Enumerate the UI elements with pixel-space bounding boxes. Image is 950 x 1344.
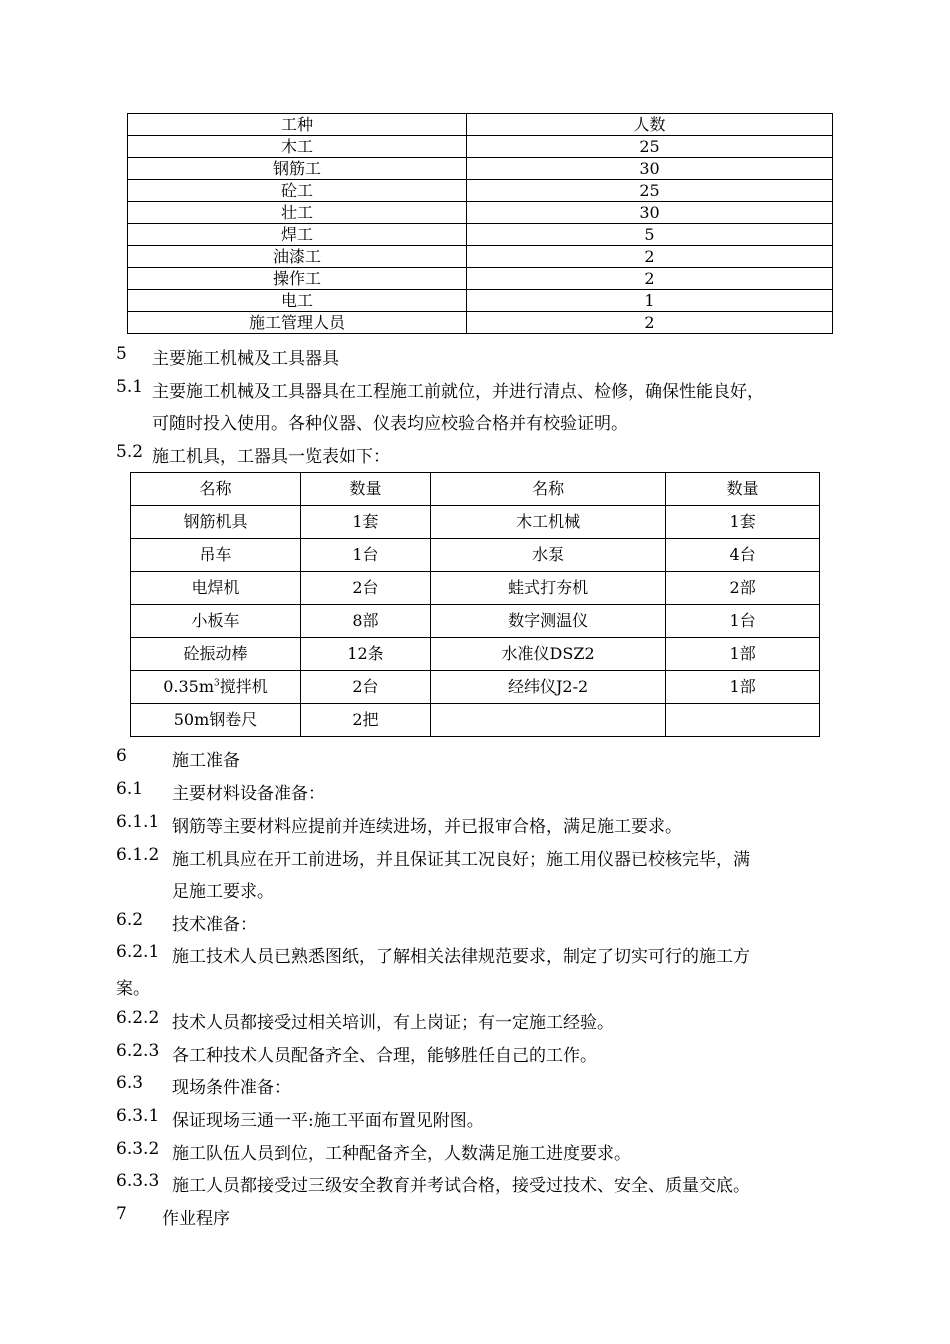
tool-name-cell (131, 671, 301, 704)
worker-count-cell: 30 (467, 158, 833, 180)
section-5-title: 主要施工机械及工具器具 (152, 349, 339, 369)
worker-count-cell: 5 (467, 224, 833, 246)
section-6-2-2-number: 6.2.2 (116, 1008, 160, 1028)
workers-header-cell: 人数 (467, 114, 833, 136)
worker-type-cell: 施工管理人员 (128, 312, 467, 334)
tool-name-cell (430, 704, 665, 737)
workers-row (128, 180, 833, 202)
section-6-1-2-number: 6.1.2 (116, 845, 160, 865)
tools-row (131, 572, 820, 605)
worker-count-cell: 2 (467, 246, 833, 268)
worker-count-cell: 2 (467, 312, 833, 334)
worker-count-cell: 1 (467, 290, 833, 312)
tool-qty-cell (666, 704, 820, 737)
worker-count-cell: 25 (467, 180, 833, 202)
section-6-2-title: 技术准备： (172, 915, 257, 935)
section-6-1-number: 6.1 (116, 779, 144, 799)
workers-row (128, 202, 833, 224)
section-6-2-3-number: 6.2.3 (116, 1041, 160, 1061)
tools-row (131, 704, 820, 737)
workers-row (128, 312, 833, 334)
worker-count-cell: 2 (467, 268, 833, 290)
section-5-number: 5 (116, 344, 127, 364)
section-6-1-title: 主要材料设备准备： (172, 784, 325, 804)
section-6-1-1-text: 钢筋等主要材料应提前并连续进场，并已报审合格，满足施工要求。 (172, 817, 682, 837)
tool-name-cell: 木工机械 (430, 506, 665, 539)
section-5-2-text: 施工机具，工器具一览表如下： (152, 447, 390, 467)
tool-qty-cell: 1部 (666, 638, 820, 671)
tool-name-cell: 50m钢卷尺 (131, 704, 301, 737)
section-6-1-1-number: 6.1.1 (116, 812, 160, 832)
worker-count-cell: 25 (467, 136, 833, 158)
tools-header-cell: 名称 (430, 473, 665, 506)
section-5-2-number: 5.2 (116, 442, 144, 462)
section-5-1-line2: 可随时投入使用。各种仪器、仪表均应校验合格并有校验证明。 (152, 414, 628, 434)
tool-name-cell: 数字测温仪 (430, 605, 665, 638)
tool-name-cell: 水泵 (430, 539, 665, 572)
section-7-title: 作业程序 (162, 1209, 230, 1229)
section-6-3-3-text: 施工人员都接受过三级安全教育并考试合格，接受过技术、安全、质量交底。 (172, 1176, 750, 1196)
tool-qty-cell: 1台 (666, 605, 820, 638)
worker-type-cell: 钢筋工 (128, 158, 467, 180)
section-6-2-number: 6.2 (116, 910, 144, 930)
workers-header-cell: 工种 (128, 114, 467, 136)
section-6-2-2-text: 技术人员都接受过相关培训，有上岗证；有一定施工经验。 (172, 1013, 614, 1033)
section-6-2-3-text: 各工种技术人员配备齐全、合理，能够胜任自己的工作。 (172, 1046, 597, 1066)
section-6-3-3-number: 6.3.3 (116, 1171, 160, 1191)
tool-name-cell: 蛙式打夯机 (430, 572, 665, 605)
tools-row (131, 605, 820, 638)
tool-qty-cell: 2把 (300, 704, 430, 737)
tool-qty-cell: 1套 (300, 506, 430, 539)
tools-row (131, 671, 820, 704)
worker-type-cell: 电工 (128, 290, 467, 312)
tool-name-cell: 砼振动棒 (131, 638, 301, 671)
mixer-name-text: 搅拌机 (219, 677, 268, 696)
workers-table (127, 113, 833, 334)
tools-row (131, 638, 820, 671)
section-6-3-2-number: 6.3.2 (116, 1139, 160, 1159)
section-6-number: 6 (116, 746, 127, 766)
tool-qty-cell: 1台 (300, 539, 430, 572)
tool-name-cell: 小板车 (131, 605, 301, 638)
section-6-3-title: 现场条件准备： (172, 1078, 291, 1098)
worker-type-cell: 油漆工 (128, 246, 467, 268)
section-6-1-2-line1: 施工机具应在开工前进场，并且保证其工况良好；施工用仪器已校核完毕，满 (172, 850, 750, 870)
workers-row (128, 158, 833, 180)
section-6-title: 施工准备 (172, 751, 240, 771)
mixer-size-text: 0.35m (163, 677, 214, 696)
section-7-number: 7 (116, 1204, 127, 1224)
worker-type-cell: 砼工 (128, 180, 467, 202)
tool-name-cell: 经纬仪J2-2 (430, 671, 665, 704)
tool-qty-cell: 4台 (666, 539, 820, 572)
workers-row (128, 246, 833, 268)
worker-type-cell: 木工 (128, 136, 467, 158)
tool-qty-cell: 12条 (300, 638, 430, 671)
section-6-3-1-text: 保证现场三通一平:施工平面布置见附图。 (172, 1111, 484, 1131)
tool-name-cell: 水准仪DSZ2 (430, 638, 665, 671)
tool-name-cell: 钢筋机具 (131, 506, 301, 539)
worker-type-cell: 壮工 (128, 202, 467, 224)
workers-row (128, 268, 833, 290)
tools-header-cell: 数量 (666, 473, 820, 506)
tools-header-row (131, 473, 820, 506)
tools-row (131, 539, 820, 572)
tool-qty-cell: 1套 (666, 506, 820, 539)
section-6-3-number: 6.3 (116, 1073, 144, 1093)
tool-qty-cell: 2台 (300, 671, 430, 704)
section-6-2-1-line1: 施工技术人员已熟悉图纸，了解相关法律规范要求，制定了切实可行的施工方 (172, 947, 750, 967)
tool-name-cell: 吊车 (131, 539, 301, 572)
section-6-2-1-number: 6.2.1 (116, 942, 160, 962)
section-6-2-1-line2: 案。 (116, 979, 150, 999)
worker-type-cell: 操作工 (128, 268, 467, 290)
tools-table (130, 472, 820, 737)
section-6-3-2-text: 施工队伍人员到位，工种配备齐全，人数满足施工进度要求。 (172, 1144, 631, 1164)
workers-row (128, 136, 833, 158)
tool-name-cell: 电焊机 (131, 572, 301, 605)
section-6-3-1-number: 6.3.1 (116, 1106, 160, 1126)
worker-count-cell: 30 (467, 202, 833, 224)
worker-type-cell: 焊工 (128, 224, 467, 246)
section-5-1-line1: 主要施工机械及工具器具在工程施工前就位，并进行清点、检修，确保性能良好， (152, 382, 764, 402)
mixer-size-superscript: 3 (214, 678, 220, 689)
tool-qty-cell: 8部 (300, 605, 430, 638)
tool-qty-cell: 2部 (666, 572, 820, 605)
tool-qty-cell: 2台 (300, 572, 430, 605)
workers-row (128, 224, 833, 246)
workers-header-row (128, 114, 833, 136)
tools-header-cell: 名称 (131, 473, 301, 506)
workers-row (128, 290, 833, 312)
section-5-1-number: 5.1 (116, 377, 144, 397)
tools-row (131, 506, 820, 539)
tool-qty-cell: 1部 (666, 671, 820, 704)
tools-header-cell: 数量 (300, 473, 430, 506)
section-6-1-2-line2: 足施工要求。 (172, 882, 274, 902)
